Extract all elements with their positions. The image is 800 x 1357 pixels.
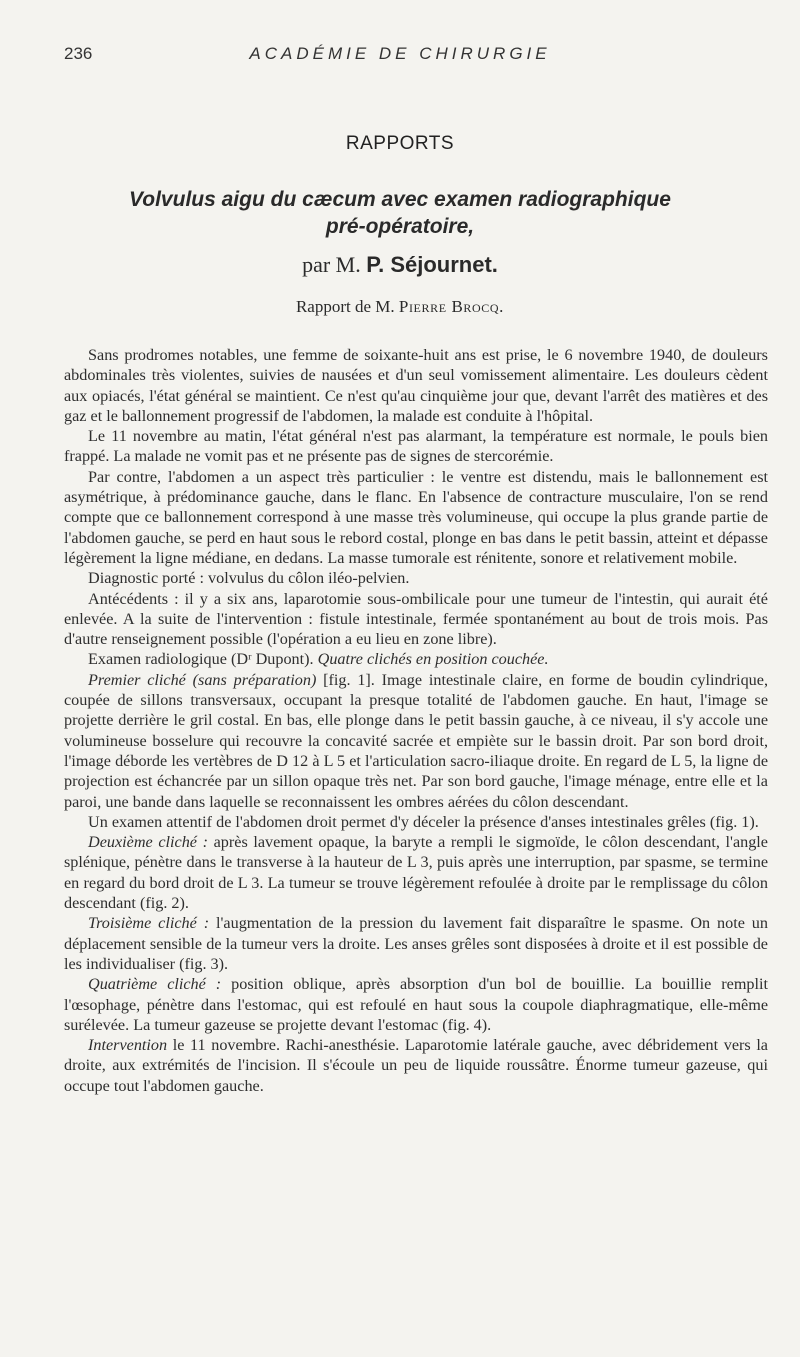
paragraph-italic: Quatre clichés en position couchée. — [317, 650, 549, 669]
reporter-name: Pierre Brocq. — [398, 297, 505, 316]
article-body — [64, 345, 768, 1096]
paragraph — [64, 649, 768, 669]
paragraph-text: Le 11 novembre au matin, l'état général n'est pas alarmant, la température est normale, le pouls bien frappé. La malade ne vomit pas et ne présente pas de signes de stercorémie. — [64, 427, 768, 466]
paragraph — [64, 345, 768, 426]
paragraph — [64, 568, 768, 588]
paragraph — [64, 974, 768, 1035]
reporter-line — [0, 297, 800, 317]
paragraph-text: Diagnostic porté : volvulus du côlon iléo-pelvien. — [88, 569, 410, 588]
paragraph-text: Sans prodromes notables, une femme de soixante-huit ans est prise, le 6 novembre 1940, de douleurs abdominales très violentes, suivies de nausées et d'un seul vomissement alimentaire. Les douleurs cèdent aux opiacés, l'état général se maintient. Ce n'est qu'au cinquième jour que, devant l'arrêt des matières et des gaz et le ballonnement progressif de l'abdomen, la malade est conduite à l'hôpital. — [64, 346, 768, 425]
article-title-line-2: pré-opératoire, — [325, 215, 475, 238]
author-name: P. Séjournet. — [366, 252, 498, 277]
author-line — [0, 252, 800, 278]
paragraph — [64, 589, 768, 650]
paragraph — [64, 812, 768, 832]
paragraph-text: Examen radiologique (Dʳ Dupont). — [88, 650, 318, 669]
section-title: RAPPORTS — [345, 133, 455, 154]
journal-title: ACADÉMIE DE CHIRURGIE — [249, 44, 551, 63]
paragraph-text: Par contre, l'abdomen a un aspect très particulier : le ventre est distendu, mais le ballonnement est asymétrique, à prédominance gauche, dans le flanc. En l'absence de contracture musculaire, l'on se rend compte que ce ballonnement correspond à une masse très volumineuse, qui occupe la plus grande partie de l'abdomen gauche, se perd en haut sous le rebord costal, plonge en bas dans le petit bassin, atteint et dépasse légèrement la ligne médiane, en dedans. La masse tumorale est rénitente, sonore et relativement mobile. — [64, 467, 768, 567]
page-number: 236 — [64, 44, 93, 63]
paragraph — [64, 1035, 768, 1096]
paragraph-text: Antécédents : il y a six ans, laparotomie sous-ombilicale pour une tumeur de l'intestin, qui aurait été enlevée. A la suite de l'intervention : fistule intestinale, fermée spontanément au bout de trois mois. Pas d'autre renseignement possible (l'opération a eu lieu en zone libre). — [64, 589, 768, 649]
paragraph — [64, 832, 768, 913]
paragraph-italic: Quatrième cliché : — [88, 975, 222, 994]
paragraph-italic: Intervention — [88, 1036, 168, 1055]
paragraph — [64, 426, 768, 467]
paragraph-text: position oblique, après absorption d'un bol de bouillie. La bouillie remplit l'œsophage, pénètre dans l'estomac, qui est refoulé en haut sous la coupole diaphragmatique, elle-même surélevée. La tumeur gazeuse se projette devant l'estomac (fig. 4). — [64, 975, 768, 1034]
paragraph-text: l'augmentation de la pression du lavement fait disparaître le spasme. On note un déplacement sensible de la tumeur vers la droite. Les anses grêles sont disposées à droite et il est possible de les individualiser (fig. 3). — [64, 914, 768, 973]
author-prefix: par M. — [302, 252, 361, 277]
article-title-line-1: Volvulus aigu du cæcum avec examen radiographique — [129, 188, 671, 211]
paragraph — [64, 467, 768, 568]
paragraph-text: [fig. 1]. Image intestinale claire, en forme de boudin cylindrique, coupée de sillons transversaux, occupant la presque totalité de l'abdomen gauche. En haut, l'image se projette derrière le gril costal. En bas, elle plonge dans le petit bassin gauche, à ce niveau, il s'y accole une volumineuse bosselure qui recouvre la concavité sacrée et empiète sur le bassin droit. Par son bord droit, l'image déborde les vertèbres de D 12 à L 5 et l'articulation sacro-iliaque droite. En regard de L 5, la ligne de projection est échancrée par un sillon opaque très net. Par son bord gauche, l'image ménage, entre elle et la paroi, une bande dans laquelle se reconnaissent les ombres aérées du côlon descendant. — [64, 670, 768, 811]
paragraph-italic: Troisième cliché : — [88, 914, 210, 933]
paragraph — [64, 670, 768, 812]
paragraph-italic: Deuxième cliché : — [88, 833, 208, 852]
paragraph-italic: Premier cliché (sans préparation) — [88, 670, 317, 689]
paragraph — [64, 913, 768, 974]
article-title — [60, 186, 740, 240]
paragraph-text: après lavement opaque, la baryte a rempli le sigmoïde, le côlon descendant, l'angle splénique, pénètre dans le transverse à la hauteur de L 3, puis après une interruption, par spasme, se termine en regard du bord droit de L 3. La tumeur se trouve légèrement refoulée à droite par le remplissage du côlon descendant (fig. 2). — [64, 833, 768, 913]
paragraph-text: Un examen attentif de l'abdomen droit permet d'y déceler la présence d'anses intestinales grêles (fig. 1). — [88, 812, 759, 831]
reporter-prefix: Rapport de M. — [295, 297, 395, 316]
running-header — [64, 44, 736, 68]
paragraph-text: le 11 novembre. Rachi-anesthésie. Laparotomie latérale gauche, avec débridement vers la droite, aux extrémités de l'incision. Il s'écoule un peu de liquide roussâtre. Énorme tumeur gazeuse, qui occupe tout l'abdomen gauche. — [64, 1036, 768, 1095]
